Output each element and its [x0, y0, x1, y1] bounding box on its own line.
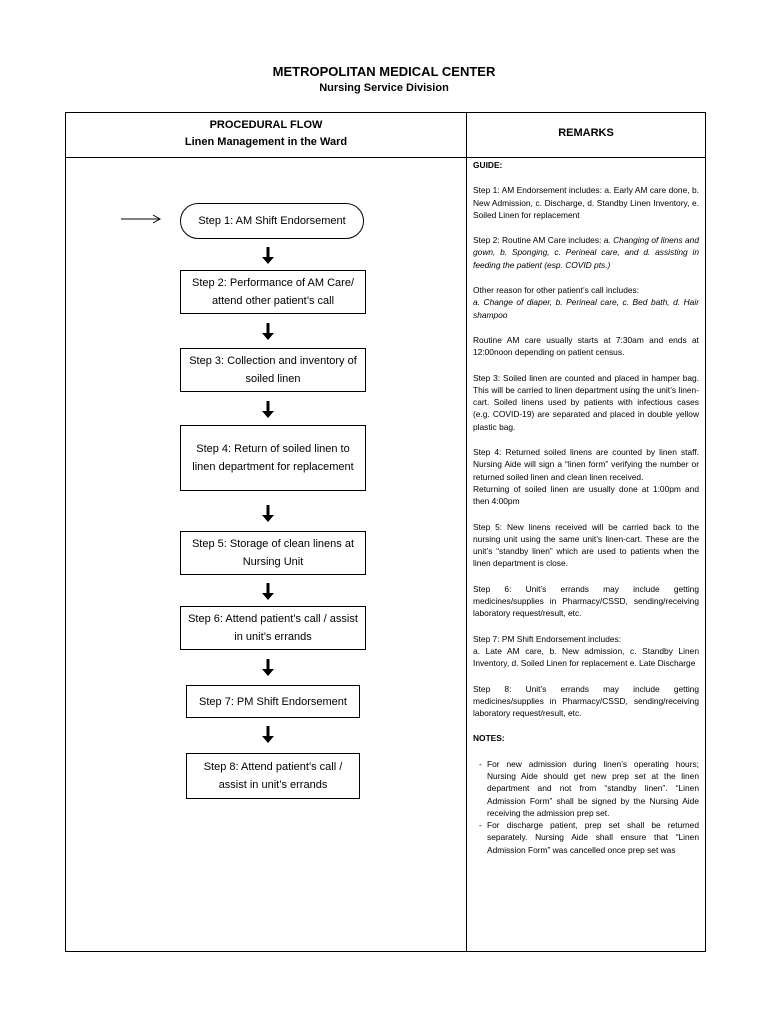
flow-step-5 [180, 531, 366, 575]
remark-routine: Routine AM care usually starts at 7:30am and ends at 12:00noon depending on patient census. [473, 334, 699, 358]
down-arrow-icon [260, 247, 276, 265]
remark-step-7: a. Late AM care, b. New admission, c. Standby Linen Inventory, d. Soiled Linen for replacement e. Late Discharge [473, 645, 699, 669]
remark-step-2-list: a. Changing of linens and gown, b. Sponging, c. Perineal care, and d. assisting in feeding the patient (esp. COVID pts.) [473, 235, 699, 270]
note-item: - For discharge patient, prep set shall be returned separately. Nursing Aide shall ensure that “Linen Admission Form” was cancelled once prep set was [473, 819, 699, 856]
down-arrow-icon [260, 505, 276, 523]
remark-step-2 [473, 234, 699, 271]
remark-step-5: Step 5: New linens received will be carried back to the nursing unit using the same unit’s linen-cart. These are the unit’s “standby linen” which are used to patients when the linen department is close. [473, 521, 699, 569]
procedural-flow-title: PROCEDURAL FLOW [209, 119, 323, 131]
header-divider [66, 157, 705, 158]
entry-arrow-icon [121, 213, 163, 225]
down-arrow-icon [260, 323, 276, 341]
column-divider [466, 113, 467, 951]
remark-other-lead: Other reason for other patient’s call includes: [473, 285, 640, 296]
remark-step-4: Step 4: Returned soiled linens are counted by linen staff. Nursing Aide will sign a “linen form” verifying the number or returned soiled linen and clean linen received. [473, 447, 699, 482]
flow-step-6-label: Step 6: Attend patient’s call / assist in unit’s errands [188, 613, 358, 643]
flow-step-6 [180, 606, 366, 650]
flow-step-4 [180, 425, 366, 491]
down-arrow-icon [260, 583, 276, 601]
procedural-flow-subtitle: Linen Management in the Ward [184, 136, 348, 148]
flow-step-2 [180, 270, 366, 314]
flow-step-7-label: Step 7: PM Shift Endorsement [199, 695, 347, 708]
remarks-column [473, 159, 699, 856]
flow-step-4-label: Step 4: Return of soiled linen to linen department for replacement [192, 443, 354, 473]
flow-step-5-label: Step 5: Storage of clean linens at Nursing Unit [191, 538, 355, 568]
remark-step-8: Step 8: Unit’s errands may include getting medicines/supplies in Pharmacy/CSSD, sending/receiving laboratory request/result, etc. [473, 683, 699, 719]
note-item: - For new admission during linen’s operating hours; Nursing Aide should get new prep set at the linen department and not from “standby linen”. “Linen Admission Form” shall be signed by the Nursing Aide receiving the admission prep set. [473, 758, 699, 819]
down-arrow-icon [260, 401, 276, 419]
flow-step-1-label: Step 1: AM Shift Endorsement [198, 215, 346, 227]
flow-step-2-label: Step 2: Performance of AM Care/ attend other patient’s call [191, 277, 355, 307]
flow-step-3-label: Step 3: Collection and inventory of soiled linen [189, 355, 357, 385]
remark-step-7-lead: Step 7: PM Shift Endorsement includes: [473, 633, 622, 644]
procedural-flow-header [66, 117, 466, 151]
flow-step-1 [180, 203, 364, 239]
procedure-table [65, 112, 706, 952]
remark-step-6: Step 6: Unit’s errands may include getting medicines/supplies in Pharmacy/CSSD, sending/receiving laboratory request/result, etc. [473, 583, 699, 619]
down-arrow-icon [260, 726, 276, 744]
remark-step-4-schedule: Returning of soiled linen are usually done at 1:00pm and then 4:00pm [473, 483, 699, 507]
remark-step-3: Step 3: Soiled linen are counted and placed in hamper bag. This will be carried to linen department using the unit’s linen-cart. Soiled linens used by patients with infectious cases (e.g. COVID-19) are separated and placed in double yellow plastic bag. [473, 372, 699, 432]
division-subtitle: Nursing Service Division [319, 82, 449, 94]
remark-other-list-text: a. Change of diaper, b. Perineal care, c. Bed bath, d. Hair shampoo [473, 297, 699, 320]
remark-step-2-lead: Step 2: Routine AM Care includes: [473, 235, 602, 246]
notes-label: NOTES: [473, 733, 505, 744]
remark-other-list [473, 296, 699, 321]
guide-label: GUIDE: [473, 160, 503, 170]
org-title: METROPOLITAN MEDICAL CENTER [272, 64, 496, 79]
notes-list [473, 758, 699, 856]
remark-step-1: Step 1: AM Endorsement includes: a. Early AM care done, b. New Admission, c. Discharge, d. Standby Linen Inventory, e. Soiled Linen for replacement [473, 185, 699, 220]
flow-step-8-label: Step 8: Attend patient’s call / assist in unit’s errands [203, 761, 343, 791]
flow-step-8 [186, 753, 360, 799]
remarks-header: REMARKS [558, 127, 614, 139]
flow-step-7 [186, 685, 360, 718]
down-arrow-icon [260, 659, 276, 677]
flow-step-3 [180, 348, 366, 392]
